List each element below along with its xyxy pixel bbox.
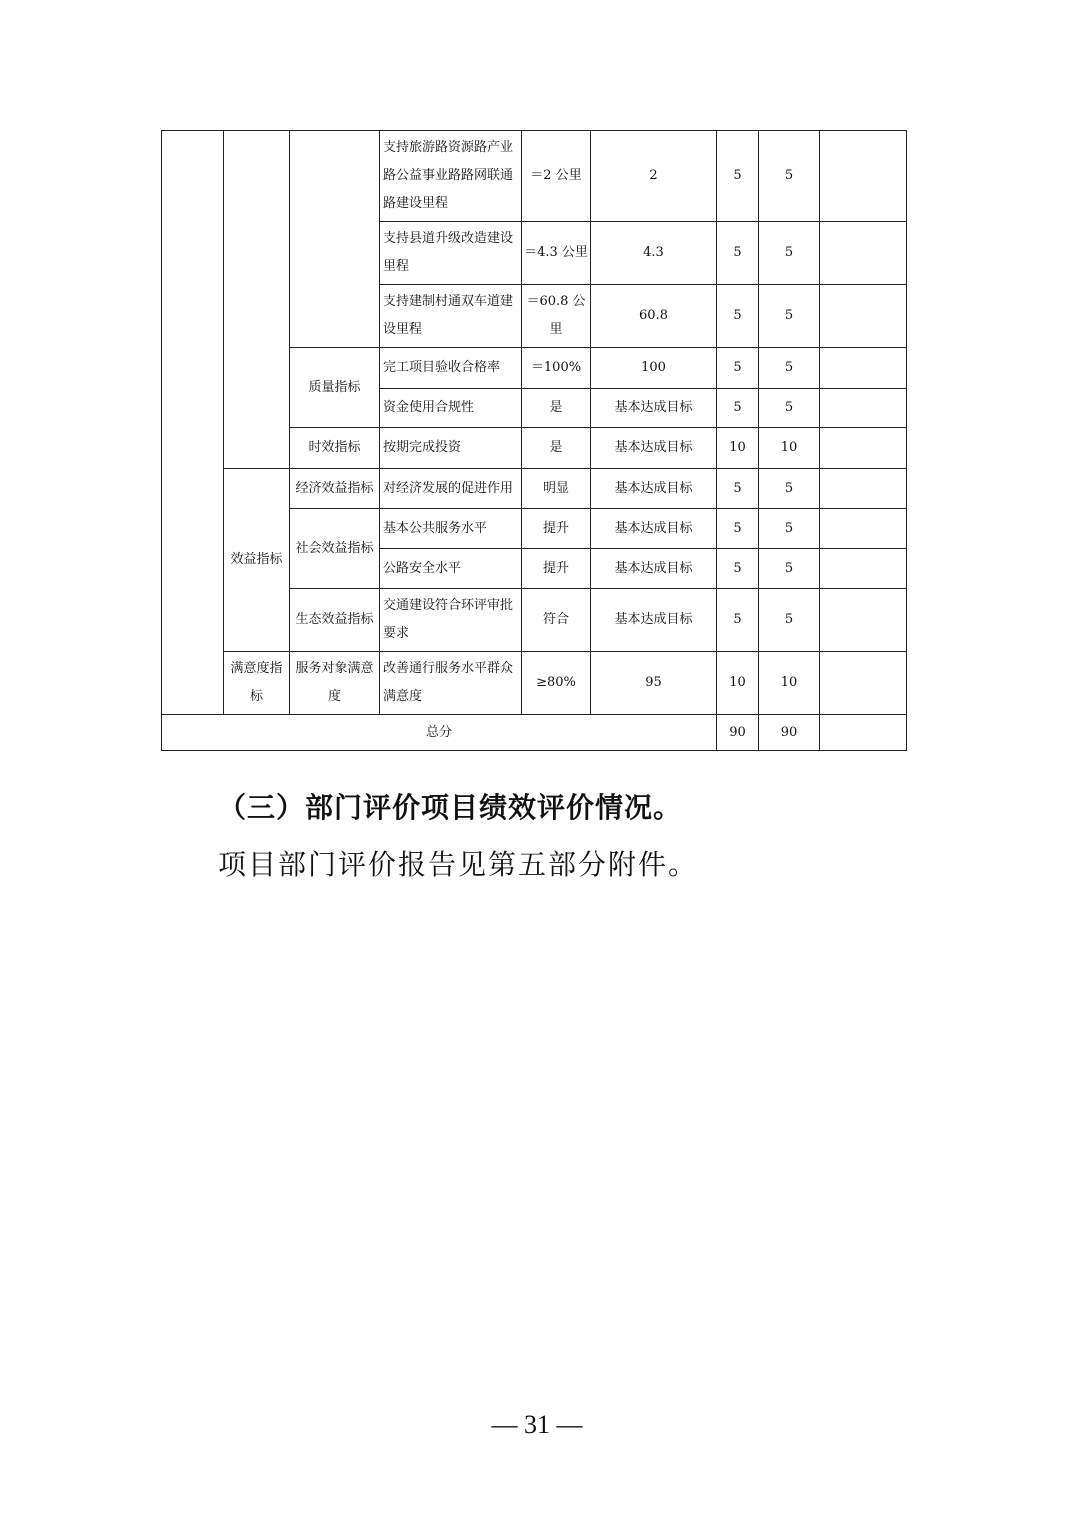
- indicator-cell: 支持旅游路资源路产业路公益事业路路网联通路建设里程: [380, 131, 522, 222]
- note-cell: [820, 469, 907, 509]
- actual-cell: 100: [591, 348, 717, 389]
- actual-cell: 2: [591, 131, 717, 222]
- score-cell: 5: [759, 469, 820, 509]
- weight-cell: 10: [717, 428, 759, 469]
- note-cell: [820, 589, 907, 652]
- performance-table-container: [161, 130, 906, 751]
- indicator-cell: 改善通行服务水平群众满意度: [380, 652, 522, 715]
- target-cell: 明显: [522, 469, 591, 509]
- note-cell: [820, 549, 907, 589]
- score-cell: 10: [759, 428, 820, 469]
- actual-cell: 95: [591, 652, 717, 715]
- indicator-cell: 公路安全水平: [380, 549, 522, 589]
- table-row: [162, 652, 907, 715]
- level2-satisfaction-cell: 满意度指标: [224, 652, 290, 715]
- target-cell: ＝4.3 公里: [522, 222, 591, 285]
- actual-cell: 60.8: [591, 285, 717, 348]
- level3-quantity-cell: [290, 131, 380, 348]
- weight-cell: 5: [717, 222, 759, 285]
- section-heading: （三）部门评价项目绩效评价情况。: [218, 791, 683, 824]
- weight-cell: 5: [717, 549, 759, 589]
- score-cell: 5: [759, 285, 820, 348]
- level2-output-cell: [224, 131, 290, 469]
- indicator-cell: 支持县道升级改造建设里程: [380, 222, 522, 285]
- weight-cell: 5: [717, 469, 759, 509]
- target-cell: 符合: [522, 589, 591, 652]
- indicator-cell: 基本公共服务水平: [380, 509, 522, 549]
- note-cell: [820, 348, 907, 389]
- body-paragraph: 项目部门评价报告见第五部分附件。: [218, 848, 699, 881]
- target-cell: ＝100%: [522, 348, 591, 389]
- target-cell: 是: [522, 389, 591, 428]
- weight-cell: 5: [717, 285, 759, 348]
- target-cell: ≥80%: [522, 652, 591, 715]
- score-cell: 5: [759, 131, 820, 222]
- indicator-cell: 支持建制村通双车道建设里程: [380, 285, 522, 348]
- table-row: [162, 469, 907, 509]
- note-cell: [820, 509, 907, 549]
- level3-service-cell: 服务对象满意度: [290, 652, 380, 715]
- performance-table: [161, 130, 907, 751]
- note-cell: [820, 389, 907, 428]
- weight-cell: 5: [717, 131, 759, 222]
- note-cell: [820, 652, 907, 715]
- score-cell: 5: [759, 222, 820, 285]
- level3-ecological-cell: 生态效益指标: [290, 589, 380, 652]
- level1-cell: [162, 131, 224, 715]
- score-cell: 5: [759, 389, 820, 428]
- score-cell: 5: [759, 589, 820, 652]
- indicator-cell: 对经济发展的促进作用: [380, 469, 522, 509]
- actual-cell: 基本达成目标: [591, 589, 717, 652]
- weight-cell: 5: [717, 509, 759, 549]
- score-cell: 10: [759, 652, 820, 715]
- actual-cell: 4.3: [591, 222, 717, 285]
- indicator-cell: 资金使用合规性: [380, 389, 522, 428]
- note-cell: [820, 428, 907, 469]
- level3-economic-cell: 经济效益指标: [290, 469, 380, 509]
- actual-cell: 基本达成目标: [591, 469, 717, 509]
- score-cell: 5: [759, 549, 820, 589]
- weight-cell: 5: [717, 389, 759, 428]
- note-cell: [820, 285, 907, 348]
- target-cell: ＝60.8 公里: [522, 285, 591, 348]
- note-cell: [820, 131, 907, 222]
- level3-timeliness-cell: 时效指标: [290, 428, 380, 469]
- weight-cell: 5: [717, 589, 759, 652]
- actual-cell: 基本达成目标: [591, 549, 717, 589]
- level3-quality-cell: 质量指标: [290, 348, 380, 428]
- total-weight: 90: [717, 715, 759, 751]
- target-cell: 是: [522, 428, 591, 469]
- target-cell: ＝2 公里: [522, 131, 591, 222]
- level3-social-cell: 社会效益指标: [290, 509, 380, 589]
- indicator-cell: 完工项目验收合格率: [380, 348, 522, 389]
- total-note: [820, 715, 907, 751]
- indicator-cell: 按期完成投资: [380, 428, 522, 469]
- table-row: [162, 131, 907, 222]
- target-cell: 提升: [522, 509, 591, 549]
- score-cell: 5: [759, 509, 820, 549]
- weight-cell: 10: [717, 652, 759, 715]
- actual-cell: 基本达成目标: [591, 509, 717, 549]
- score-cell: 5: [759, 348, 820, 389]
- target-cell: 提升: [522, 549, 591, 589]
- total-label: 总分: [162, 715, 717, 751]
- total-row: [162, 715, 907, 751]
- page-number: — 31 —: [491, 1410, 583, 1439]
- actual-cell: 基本达成目标: [591, 389, 717, 428]
- note-cell: [820, 222, 907, 285]
- total-score: 90: [759, 715, 820, 751]
- indicator-cell: 交通建设符合环评审批要求: [380, 589, 522, 652]
- level2-benefit-cell: 效益指标: [224, 469, 290, 652]
- actual-cell: 基本达成目标: [591, 428, 717, 469]
- weight-cell: 5: [717, 348, 759, 389]
